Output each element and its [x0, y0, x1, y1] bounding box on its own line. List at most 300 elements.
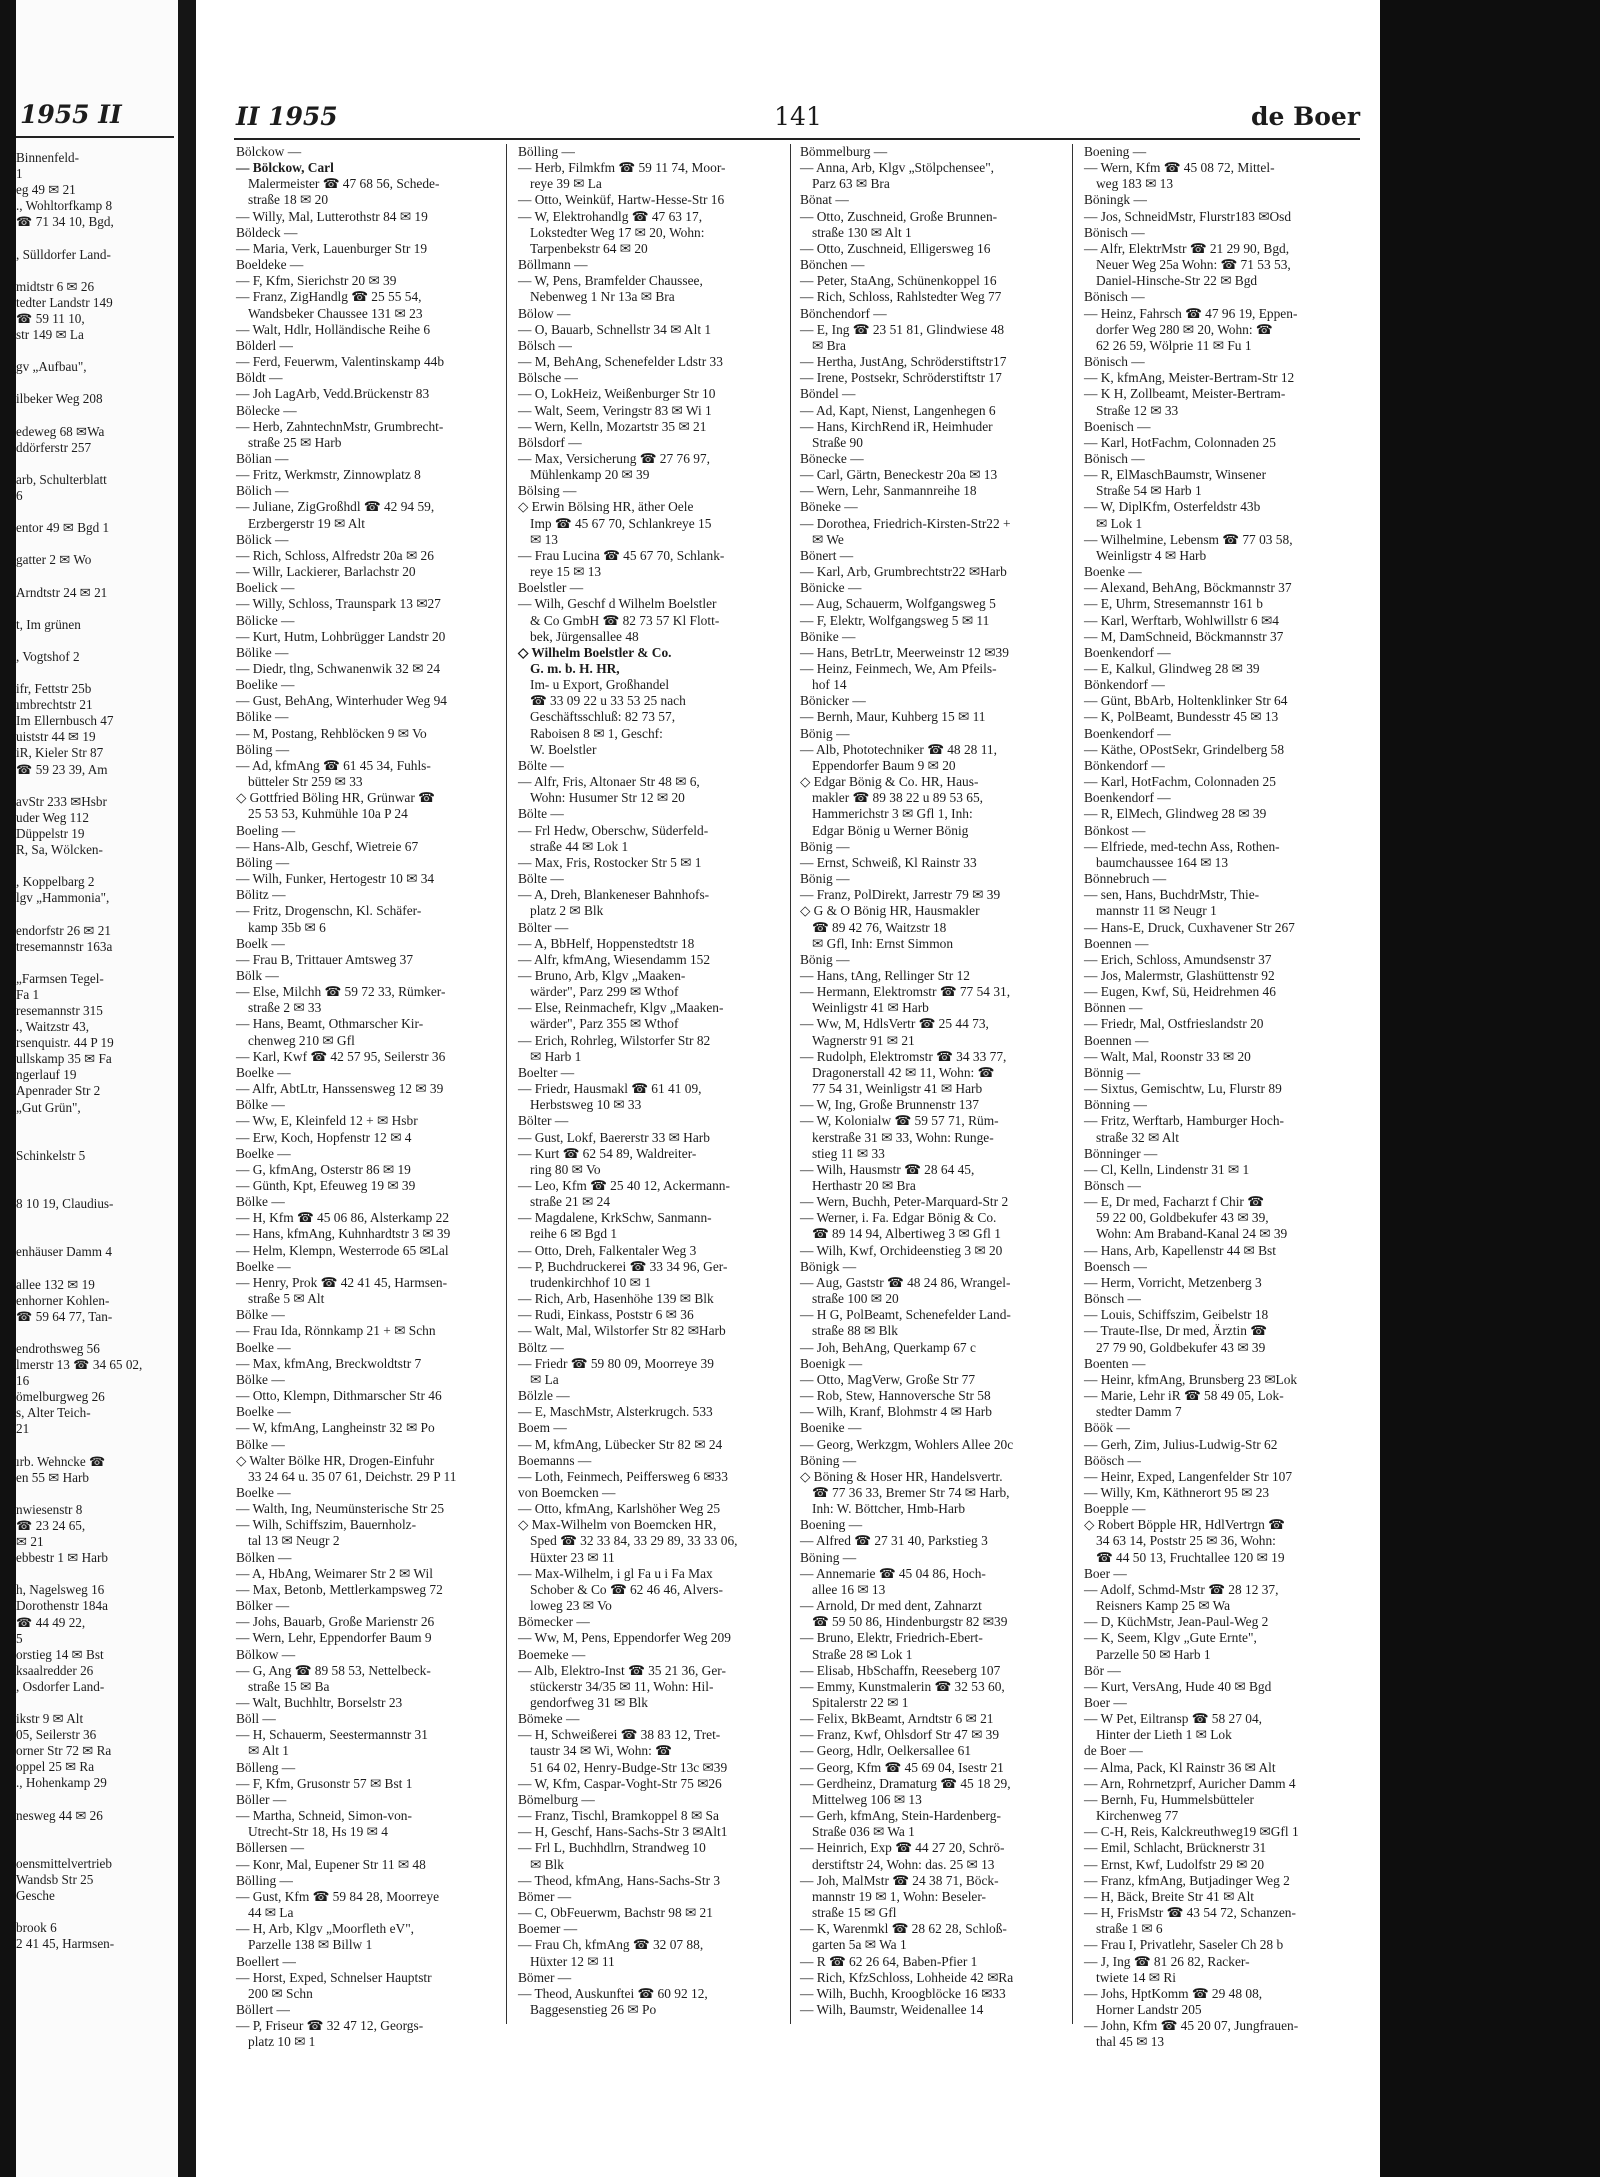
directory-entry-line: ✉ Gfl, Inh: Ernst Simmon: [812, 935, 954, 951]
previous-page-line: arb, Schulterblatt: [16, 471, 107, 487]
directory-entry-line: — Georg, Hdlr, Oelkersallee 61: [800, 1743, 972, 1759]
directory-entry-line: — Elfriede, med-techn Ass, Rothen-: [1084, 838, 1280, 854]
directory-entry-line: platz 10 ✉ 1: [248, 2034, 316, 2050]
directory-entry-line: — Alb, Elektro-Inst ☎ 35 21 36, Ger-: [518, 1662, 726, 1678]
directory-entry-line: Böneke —: [800, 499, 858, 515]
directory-entry-line: reye 15 ✉ 13: [530, 564, 602, 580]
directory-entry-line: — Rich, Schloss, Rahlstedter Weg 77: [800, 289, 1002, 305]
directory-entry-line: — Frau Ida, Rönnkamp 21 + ✉ Schn: [236, 1323, 436, 1339]
directory-entry-line: Bölsch —: [518, 337, 572, 353]
directory-entry-line: — Aug, Gaststr ☎ 48 24 86, Wrangel-: [800, 1274, 1011, 1290]
previous-page-line: oppel 25 ✉ Ra: [16, 1759, 95, 1775]
directory-entry-line: — Bölckow, Carl: [236, 160, 334, 176]
directory-entry-line: — Marie, Lehr iR ☎ 58 49 05, Lok-: [1084, 1388, 1284, 1404]
directory-entry-line: Böltz —: [518, 1339, 564, 1355]
directory-column-4: [1084, 144, 1346, 2050]
directory-entry-line: Böller —: [236, 1791, 287, 1807]
directory-entry-line: ✉ Harb 1: [530, 1048, 582, 1064]
directory-entry-line: — Wern, Lehr, Eppendorfer Baum 9: [236, 1630, 432, 1646]
directory-entry-line: Bölicke —: [236, 612, 295, 628]
directory-entry-line: — Frau Lucina ☎ 45 67 70, Schlank-: [518, 547, 725, 563]
directory-entry-line: — Eugen, Kwf, Sü, Heidrehmen 46: [1084, 984, 1276, 1000]
directory-entry-line: 25 53 53, Kuhmühle 10a P 24: [248, 806, 408, 822]
directory-entry-line: kamp 35b ✉ 6: [248, 919, 326, 935]
directory-column-2: [518, 144, 780, 2034]
directory-entry-line: — Franz, ZigHandlg ☎ 25 55 54,: [236, 289, 422, 305]
directory-entry-line: — Jos, Malermstr, Glashüttenstr 92: [1084, 967, 1275, 983]
directory-entry-line: Bönning —: [1084, 1097, 1147, 1113]
directory-entry-line: Bölte —: [518, 757, 564, 773]
directory-entry-line: — H, Geschf, Hans-Sachs-Str 3 ✉Alt1: [518, 1824, 728, 1840]
directory-entry-line: — H, FrisMstr ☎ 43 54 72, Schanzen-: [1084, 1905, 1296, 1921]
directory-entry-line: — Gust, Kfm ☎ 59 84 28, Moorreye: [236, 1888, 440, 1904]
directory-entry-line: — Hans, kfmAng, Kuhnhardtstr 3 ✉ 39: [236, 1226, 451, 1242]
directory-entry-line: Bönat —: [800, 192, 849, 208]
directory-entry-line: Wohn: Husumer Str 12 ✉ 20: [530, 790, 685, 806]
directory-entry-line: Boelk —: [236, 935, 285, 951]
directory-entry-line: Eppendorfer Baum 9 ✉ 20: [812, 757, 956, 773]
directory-entry-line: — Juliane, ZigGroßhdl ☎ 42 94 59,: [236, 499, 435, 515]
directory-entry-line: Herbstsweg 10 ✉ 33: [530, 1097, 642, 1113]
previous-page-line: „Farmsen Tegel-: [16, 970, 104, 986]
directory-entry-line: Böll —: [236, 1711, 276, 1727]
directory-entry-line: — Gust, BehAng, Winterhuder Weg 94: [236, 693, 447, 709]
directory-entry-line: — Alfred ☎ 27 31 40, Parkstieg 3: [800, 1533, 988, 1549]
directory-entry-line: — M, Postang, Rehblöcken 9 ✉ Vo: [236, 725, 427, 741]
directory-entry-line: ◇ Wilhelm Boelstler & Co.: [518, 644, 672, 660]
directory-entry-line: ◇ Max-Wilhelm von Boemcken HR,: [518, 1517, 717, 1533]
directory-entry-line: — Jos, SchneidMstr, Flurstr183 ✉Osd: [1084, 208, 1292, 224]
directory-entry-line: Parzelle 138 ✉ Billw 1: [248, 1937, 373, 1953]
directory-entry-line: — Max, Betonb, Mettlerkampsweg 72: [236, 1581, 443, 1597]
directory-entry-line: — H, Kfm ☎ 45 06 86, Alsterkamp 22: [236, 1210, 450, 1226]
previous-page-line: ☎ 59 23 39, Am: [16, 761, 108, 777]
directory-entry-line: reye 39 ✉ La: [530, 176, 602, 192]
previous-page-line: 2 41 45, Harmsen-: [16, 1936, 115, 1952]
directory-entry-line: Bönnebruch —: [1084, 871, 1167, 887]
directory-entry-line: — Helm, Klempn, Westerrode 65 ✉Lal: [236, 1242, 449, 1258]
directory-entry-line: Boelke —: [236, 1145, 291, 1161]
directory-entry-line: ✉ Blk: [530, 1856, 564, 1872]
directory-entry-line: — F, Kfm, Sierichstr 20 ✉ 39: [236, 273, 397, 289]
directory-entry-line: — Ww, M, Pens, Eppendorfer Weg 209: [518, 1630, 731, 1646]
previous-page-line: endorfstr 26 ✉ 21: [16, 922, 111, 938]
directory-entry-line: Bönisch —: [1084, 450, 1145, 466]
directory-entry-line: platz 2 ✉ Blk: [530, 903, 604, 919]
directory-entry-line: chenweg 210 ✉ Gfl: [248, 1032, 355, 1048]
directory-entry-line: — Frau Ch, kfmAng ☎ 32 07 88,: [518, 1937, 704, 1953]
directory-entry-line: Mittelweg 106 ✉ 13: [812, 1791, 922, 1807]
directory-entry-line: Bömecker —: [518, 1614, 590, 1630]
directory-entry-line: — W, kfmAng, Langheinstr 32 ✉ Po: [236, 1420, 435, 1436]
directory-entry-line: ✉ 13: [530, 531, 558, 547]
directory-entry-line: — Frau B, Trittauer Amtsweg 37: [236, 951, 414, 967]
directory-entry-line: — Franz, kfmAng, Butjadinger Weg 2: [1084, 1872, 1290, 1888]
directory-entry-line: Bölter —: [518, 1113, 569, 1129]
directory-entry-line: — Heinr, kfmAng, Brunsberg 23 ✉Lok: [1084, 1371, 1298, 1387]
previous-page-line: [16, 504, 178, 520]
previous-page-line: , Vogtshof 2: [16, 648, 80, 664]
directory-entry-line: — W, Pens, Bramfelder Chaussee,: [518, 273, 703, 289]
directory-entry-line: Boelke —: [236, 1064, 291, 1080]
directory-entry-line: — G, Ang ☎ 89 58 53, Nettelbeck-: [236, 1662, 431, 1678]
directory-entry-line: — Otto, kfmAng, Karlshöher Weg 25: [518, 1501, 721, 1517]
directory-entry-line: Bölsche —: [518, 370, 578, 386]
directory-entry-line: — O, LokHeiz, Weißenburger Str 10: [518, 386, 716, 402]
previous-page-line: edeweg 68 ✉Wa: [16, 423, 105, 439]
directory-entry-line: weg 183 ✉ 13: [1096, 176, 1174, 192]
directory-entry-line: — C, ObFeuerwm, Bachstr 98 ✉ 21: [518, 1905, 713, 1921]
directory-entry-line: — Leo, Kfm ☎ 25 40 12, Ackermann-: [518, 1178, 730, 1193]
previous-page-line: [16, 601, 178, 617]
previous-page-line: ksaalredder 26: [16, 1662, 94, 1678]
directory-entry-line: — Gerdheinz, Dramaturg ☎ 45 18 29,: [800, 1775, 1011, 1791]
directory-entry-line: Boellert —: [236, 1953, 296, 1969]
directory-entry-line: — Walth, Ing, Neumünsterische Str 25: [236, 1501, 445, 1517]
directory-entry-line: — Felix, BkBeamt, Arndtstr 6 ✉ 21: [800, 1711, 994, 1727]
directory-entry-line: — M, DamSchneid, Böckmannstr 37: [1084, 628, 1284, 644]
previous-page-line: Schinkelstr 5: [16, 1147, 86, 1163]
directory-entry-line: ☎ 44 50 13, Fruchtallee 120 ✉ 19: [1096, 1549, 1285, 1565]
previous-page-line: [16, 1132, 178, 1148]
directory-entry-line: Boening —: [800, 1517, 863, 1533]
directory-entry-line: Bör —: [1084, 1662, 1121, 1678]
directory-entry-line: Bömer —: [518, 1969, 572, 1985]
directory-entry-line: — Johs, Bauarb, Große Marienstr 26: [236, 1614, 435, 1630]
previous-page-line: [16, 1566, 178, 1582]
directory-entry-line: Böösch —: [1084, 1452, 1141, 1468]
directory-entry-line: wärder", Parz 355 ✉ Wthof: [530, 1016, 679, 1032]
directory-entry-line: — Friedr, Hausmakl ☎ 61 41 09,: [518, 1081, 702, 1097]
directory-entry-line: — H, Bäck, Breite Str 41 ✉ Alt: [1084, 1888, 1255, 1904]
directory-entry-line: — Franz, Kwf, Ohlsdorf Str 47 ✉ 39: [800, 1727, 1000, 1743]
header-catchword: de Boer: [1251, 102, 1360, 131]
previous-page-line: ifr, Fettstr 25b: [16, 681, 92, 697]
directory-entry-line: Bölike —: [236, 709, 289, 725]
previous-page-line: gatter 2 ✉ Wo: [16, 552, 92, 568]
directory-entry-line: Hammerichstr 3 ✉ Gfl 1, Inh:: [812, 806, 973, 822]
directory-entry-line: Boenten —: [1084, 1355, 1146, 1371]
directory-entry-line: Bölderl —: [236, 337, 293, 353]
previous-page-line: [16, 906, 178, 922]
directory-entry-line: — Henry, Prok ☎ 42 41 45, Harmsen-: [236, 1274, 448, 1290]
directory-entry-line: — Karl, Arb, Grumbrechtstr22 ✉Harb: [800, 564, 1007, 580]
directory-entry-line: — Wilh, Kranf, Blohmstr 4 ✉ Harb: [800, 1404, 992, 1420]
directory-entry-line: — Gerh, kfmAng, Stein-Hardenberg-: [800, 1808, 1001, 1824]
directory-entry-line: — W, Kfm, Caspar-Voght-Str 75 ✉26: [518, 1775, 722, 1791]
directory-entry-line: — D, KüchMstr, Jean-Paul-Weg 2: [1084, 1614, 1269, 1630]
directory-entry-line: Bölkow —: [236, 1646, 296, 1662]
directory-entry-line: — Herb, ZahntechnMstr, Grumbrecht-: [236, 418, 444, 434]
previous-page-line: ımbrechtstr 21: [16, 697, 93, 713]
directory-entry-line: Böldt —: [236, 370, 283, 386]
previous-page-line: t, Im grünen: [16, 616, 81, 632]
directory-entry-line: Horner Landstr 205: [1096, 2001, 1202, 2017]
book-gutter: [178, 0, 196, 2177]
directory-entry-line: — W, Kolonialw ☎ 59 57 71, Rüm-: [800, 1113, 999, 1129]
directory-entry-line: Raboisen 8 ✉ 1, Geschf:: [530, 725, 663, 741]
directory-entry-line: Straße 90: [812, 434, 863, 450]
directory-entry-line: Bölling —: [518, 144, 575, 159]
previous-page-line: [16, 1325, 178, 1341]
directory-entry-line: — R, ElMech, Glindweg 28 ✉ 39: [1084, 806, 1267, 822]
previous-page-line: [16, 408, 178, 424]
directory-entry-line: ☎ 59 50 86, Hindenburgstr 82 ✉39: [812, 1614, 1008, 1630]
directory-entry-line: Bönig —: [800, 871, 850, 887]
directory-entry-line: — Willy, Schloss, Traunspark 13 ✉27: [236, 596, 441, 612]
directory-column-1: [236, 144, 498, 2050]
directory-entry-line: Reisners Kamp 25 ✉ Wa: [1096, 1598, 1231, 1614]
directory-entry-line: — Ad, Kapt, Nienst, Langenhegen 6: [800, 402, 996, 418]
directory-entry-line: Böldeck —: [236, 224, 298, 240]
directory-entry-line: — R ☎ 62 26 64, Baben-Pfier 1: [800, 1953, 978, 1969]
header-rule: [234, 138, 1360, 140]
directory-entry-line: Böllert —: [236, 2001, 290, 2017]
previous-page-line: ngerlauf 19: [16, 1067, 77, 1083]
directory-entry-line: — Theod, kfmAng, Hans-Sachs-Str 3: [518, 1872, 721, 1888]
directory-entry-line: 44 ✉ La: [248, 1905, 294, 1921]
directory-entry-line: Böndel —: [800, 386, 856, 402]
directory-entry-line: Nebenweg 1 Nr 13a ✉ Bra: [530, 289, 675, 305]
directory-entry-line: Dragonerstall 42 ✉ 11, Wohn: ☎: [812, 1064, 995, 1080]
directory-entry-line: — Wilh, Schiffszim, Bauernholz-: [236, 1517, 417, 1533]
previous-page-line: eg 49 ✉ 21: [16, 182, 76, 198]
directory-entry-line: — Rich, KfzSchloss, Lohheide 42 ✉Ra: [800, 1969, 1014, 1985]
page-number: 141: [774, 102, 822, 131]
directory-entry-line: Boelike —: [236, 677, 295, 693]
directory-entry-line: — Otto, Dreh, Falkentaler Weg 3: [518, 1242, 697, 1258]
previous-page-line: 1: [16, 166, 23, 182]
directory-entry-line: — Loth, Feinmech, Peiffersweg 6 ✉33: [518, 1468, 728, 1484]
directory-entry-line: — Frau I, Privatlehr, Saseler Ch 28 b: [1084, 1937, 1284, 1953]
directory-entry-line: — Maria, Verk, Lauenburger Str 19: [236, 240, 428, 256]
directory-entry-line: — H G, PolBeamt, Schenefelder Land-: [800, 1307, 1011, 1323]
directory-entry-line: straße 5 ✉ Alt: [248, 1291, 325, 1307]
previous-page-line: Arndtstr 24 ✉ 21: [16, 584, 108, 600]
previous-page-line: [16, 1486, 178, 1502]
directory-entry-line: Straße 12 ✉ 33: [1096, 402, 1179, 418]
directory-entry-line: — Friedr ☎ 59 80 09, Moorreye 39: [518, 1355, 714, 1371]
previous-page-line: tedter Landstr 149: [16, 294, 113, 310]
directory-entry-line: Tarpenbekstr 64 ✉ 20: [530, 240, 648, 256]
directory-entry-line: — Bruno, Elektr, Friedrich-Ebert-: [800, 1630, 983, 1646]
directory-entry-line: — Wern, Kelln, Mozartstr 35 ✉ 21: [518, 418, 707, 434]
directory-entry-line: Boelke —: [236, 1404, 291, 1420]
directory-entry-line: — K H, Zollbeamt, Meister-Bertram-: [1084, 386, 1286, 402]
directory-entry-line: — Annemarie ☎ 45 04 86, Hoch-: [800, 1565, 986, 1581]
scan-background-left: [0, 0, 16, 2177]
previous-page-line: R, Sa, Wölcken-: [16, 842, 103, 858]
directory-entry-line: — Hans, Beamt, Othmarscher Kir-: [236, 1016, 424, 1032]
directory-entry-line: — Emil, Schlacht, Brücknerstr 31: [1084, 1840, 1267, 1856]
directory-entry-line: de Boer —: [1084, 1743, 1143, 1759]
directory-entry-line: hof 14: [812, 677, 847, 693]
directory-entry-line: — W, DiplKfm, Osterfeldstr 43b: [1084, 499, 1261, 515]
previous-page-line: nesweg 44 ✉ 26: [16, 1807, 103, 1823]
directory-entry-line: Baggesenstieg 26 ✉ Po: [530, 2001, 657, 2017]
directory-columns: [234, 144, 1360, 2050]
directory-entry-line: — Willr, Lackierer, Barlachstr 20: [236, 564, 416, 580]
directory-entry-line: Bölecke —: [236, 402, 297, 418]
directory-entry-line: Boeling —: [236, 822, 296, 838]
previous-page-rule: [16, 136, 174, 138]
directory-entry-line: Im- u Export, Großhandel: [530, 677, 670, 693]
directory-entry-line: wärder", Parz 299 ✉ Wthof: [530, 984, 679, 1000]
directory-entry-line: — Georg, Kfm ☎ 45 69 04, Isestr 21: [800, 1759, 1004, 1775]
directory-entry-line: — C-H, Reis, Kalckreuthweg19 ✉Gfl 1: [1084, 1824, 1299, 1840]
directory-entry-line: — Ad, kfmAng ☎ 61 45 34, Fuhls-: [236, 757, 431, 773]
directory-entry-line: ☎ 77 36 33, Bremer Str 74 ✉ Harb,: [812, 1484, 1010, 1500]
directory-entry-line: — Joh, MalMstr ☎ 24 38 71, Böck-: [800, 1872, 999, 1888]
previous-page-line: [16, 343, 178, 359]
directory-entry-line: von Boemcken —: [518, 1484, 616, 1500]
directory-entry-line: Bömelburg —: [518, 1791, 595, 1807]
directory-entry-line: — Walt, Mal, Wilstorfer Str 82 ✉Harb: [518, 1323, 726, 1339]
directory-entry-line: — Otto, Zuschneid, Große Brunnen-: [800, 208, 998, 224]
directory-entry-line: Wohn: Am Braband-Kanal 24 ✉ 39: [1096, 1226, 1288, 1242]
previous-page-line: uiststr 44 ✉ 19: [16, 729, 96, 745]
directory-entry-line: Boelke —: [236, 1258, 291, 1274]
directory-entry-line: — Willy, Mal, Lutterothstr 84 ✉ 19: [236, 208, 428, 224]
directory-entry-line: Imp ☎ 45 67 70, Schlankreye 15: [530, 515, 712, 531]
directory-entry-line: Bölte —: [518, 871, 564, 887]
previous-page-line: str 149 ✉ La: [16, 327, 84, 343]
directory-entry-line: — Hans, BetrLtr, Meerweinstr 12 ✉39: [800, 644, 1009, 660]
directory-entry-line: Boelke —: [236, 1339, 291, 1355]
directory-entry-line: tal 13 ✉ Neugr 2: [248, 1533, 340, 1549]
directory-entry-line: reihe 6 ✉ Bgd 1: [530, 1226, 618, 1242]
directory-entry-line: Bölter —: [518, 919, 569, 935]
directory-entry-line: Böning —: [800, 1452, 857, 1468]
directory-entry-line: stieg 11 ✉ 33: [812, 1145, 885, 1161]
directory-entry-line: Boer —: [1084, 1695, 1127, 1710]
directory-entry-line: dorfer Weg 280 ✉ 20, Wohn: ☎: [1096, 321, 1273, 337]
directory-entry-line: Bölsdorf —: [518, 434, 582, 450]
directory-entry-line: Bölken —: [236, 1549, 292, 1565]
directory-entry-line: — Alfr, ElektrMstr ☎ 21 29 90, Bgd,: [1084, 240, 1290, 256]
directory-entry-line: — M, kfmAng, Lübecker Str 82 ✉ 24: [518, 1436, 723, 1452]
directory-entry-line: — Heinz, Fahrsch ☎ 47 96 19, Eppen-: [1084, 305, 1298, 321]
directory-entry-line: — Rudolph, Elektromstr ☎ 34 33 77,: [800, 1048, 1007, 1064]
directory-entry-line: ☎ 89 42 76, Waitzstr 18: [812, 919, 947, 935]
directory-entry-line: Bölich —: [236, 483, 289, 499]
directory-entry-line: twiete 14 ✉ Ri: [1096, 1969, 1177, 1985]
directory-entry-line: — Joh, BehAng, Querkamp 67 c: [800, 1339, 976, 1355]
directory-entry-line: Bönnen —: [1084, 1000, 1143, 1016]
directory-entry-line: Bölk —: [236, 967, 279, 983]
directory-entry-line: ✉ Lok 1: [1096, 515, 1143, 531]
directory-entry-line: Schober & Co ☎ 62 46 46, Alvers-: [530, 1581, 723, 1597]
directory-entry-line: — Max-Wilhelm, i gl Fa u i Fa Max: [518, 1565, 713, 1581]
directory-entry-line: Straße 54 ✉ Harb 1: [1096, 483, 1202, 499]
directory-entry-line: Boelter —: [518, 1064, 575, 1080]
directory-entry-line: — Hans, Arb, Kapellenstr 44 ✉ Bst: [1084, 1242, 1276, 1258]
previous-page-line: endrothsweg 56: [16, 1340, 100, 1356]
directory-entry-line: Boenkendorf —: [1084, 725, 1171, 741]
previous-page-line: oensmittelvertrieb: [16, 1855, 112, 1871]
previous-page-line: allee 132 ✉ 19: [16, 1276, 95, 1292]
previous-page-line: [16, 230, 178, 246]
directory-entry-line: Parz 63 ✉ Bra: [812, 176, 890, 192]
previous-page-line: 05, Seilerstr 36: [16, 1727, 97, 1743]
directory-entry-line: Neuer Weg 25a Wohn: ☎ 71 53 53,: [1096, 257, 1291, 273]
directory-entry-line: Böling —: [236, 854, 290, 870]
directory-entry-line: W. Boelstler: [530, 741, 597, 757]
directory-entry-line: — Wilh, Geschf d Wilhelm Boelstler: [518, 596, 717, 612]
directory-entry-line: straße 18 ✉ 20: [248, 192, 329, 208]
directory-entry-line: straße 130 ✉ Alt 1: [812, 224, 912, 240]
directory-entry-line: Bönig —: [800, 725, 850, 741]
directory-entry-line: — E, Uhrm, Stresemannstr 161 b: [1084, 596, 1263, 612]
previous-page-line: uder Weg 112: [16, 809, 89, 825]
directory-entry-line: — Werner, i. Fa. Edgar Bönig & Co.: [800, 1210, 997, 1226]
directory-entry-line: ◇ Edgar Bönig & Co. HR, Haus-: [800, 774, 979, 790]
directory-entry-line: — Arn, Rohrnetzprf, Auricher Damm 4: [1084, 1775, 1296, 1791]
directory-entry-line: Bönigk —: [800, 1258, 857, 1274]
directory-entry-line: Böling —: [236, 741, 290, 757]
directory-entry-line: Bölke —: [236, 1307, 285, 1323]
directory-entry-line: straße 1 ✉ 6: [1096, 1921, 1163, 1937]
directory-column-3: [800, 144, 1062, 2034]
directory-entry-line: Bölling —: [236, 1872, 293, 1888]
directory-entry-line: Bönike —: [800, 628, 856, 644]
directory-entry-line: — Cl, Kelln, Lindenstr 31 ✉ 1: [1084, 1161, 1250, 1177]
directory-entry-line: — Wilh, Hausmstr ☎ 28 64 45,: [800, 1161, 975, 1177]
directory-entry-line: Bölke —: [236, 1371, 285, 1387]
directory-entry-line: — Adolf, Schmd-Mstr ☎ 28 12 37,: [1084, 1581, 1279, 1597]
previous-page-line: [16, 568, 178, 584]
directory-entry-line: — Emmy, Kunstmalerin ☎ 32 53 60,: [800, 1678, 1005, 1694]
directory-entry-line: — Georg, Werkzgm, Wohlers Allee 20c: [800, 1436, 1014, 1452]
previous-page-line: [16, 536, 178, 552]
directory-entry-line: — R, ElMaschBaumstr, Winsener: [1084, 467, 1267, 483]
directory-entry-line: — Alma, Pack, Kl Rainstr 36 ✉ Alt: [1084, 1759, 1276, 1775]
directory-entry-line: Bömeke —: [518, 1711, 580, 1727]
directory-entry-line: — Fritz, Werkmstr, Zinnowplatz 8: [236, 467, 421, 483]
directory-entry-line: ◇ Walter Bölke HR, Drogen-Einfuhr: [236, 1452, 435, 1468]
previous-page-line: s, Alter Teich-: [16, 1405, 91, 1421]
previous-page-line: tresemannstr 163a: [16, 938, 113, 954]
directory-entry-line: Boelke —: [236, 1484, 291, 1500]
directory-entry-line: — Ernst, Kwf, Ludolfstr 29 ✉ 20: [1084, 1856, 1265, 1872]
directory-entry-line: — Walt, Buchhltr, Borselstr 23: [236, 1695, 403, 1710]
directory-entry-line: Boelick —: [236, 580, 295, 596]
directory-entry-line: G. m. b. H. HR,: [530, 661, 620, 676]
directory-entry-line: ☎ 33 09 22 u 33 53 25 nach: [530, 693, 686, 709]
directory-entry-line: Bömmelburg —: [800, 144, 888, 159]
previous-page-line: ., Wohltorfkamp 8: [16, 198, 113, 214]
directory-entry-line: — W Pet, Eiltransp ☎ 58 27 04,: [1084, 1711, 1262, 1727]
directory-entry-line: Hüxter 12 ✉ 11: [530, 1953, 615, 1969]
directory-entry-line: Bönicke —: [800, 580, 862, 596]
previous-page-line: lgv „Hammonia",: [16, 890, 110, 906]
directory-entry-line: Böök —: [1084, 1420, 1130, 1436]
directory-entry-line: Bölke —: [236, 1097, 285, 1113]
directory-entry-line: Boenigk —: [800, 1355, 863, 1371]
directory-entry-line: — Aug, Schauerm, Wolfgangsweg 5: [800, 596, 996, 612]
directory-entry-line: — Kurt, Hutm, Lohbrügger Landstr 20: [236, 628, 446, 644]
directory-entry-line: stückerstr 34/35 ✉ 11, Wohn: Hil-: [530, 1678, 714, 1694]
directory-entry-line: Bönsch —: [1084, 1291, 1141, 1307]
directory-entry-line: Inh: W. Böttcher, Hmb-Harb: [812, 1501, 966, 1517]
directory-entry-line: Bölow —: [518, 305, 571, 321]
directory-entry-line: — Karl, Kwf ☎ 42 57 95, Seilerstr 36: [236, 1048, 446, 1064]
previous-page-line: [16, 955, 178, 971]
directory-page: [196, 0, 1380, 2177]
directory-entry-line: — Sixtus, Gemischtw, Lu, Flurstr 89: [1084, 1081, 1282, 1097]
directory-entry-line: 33 24 64 u. 35 07 61, Deichstr. 29 P 11: [248, 1468, 457, 1484]
directory-entry-line: — Hans-Alb, Geschf, Wietreie 67: [236, 838, 419, 854]
